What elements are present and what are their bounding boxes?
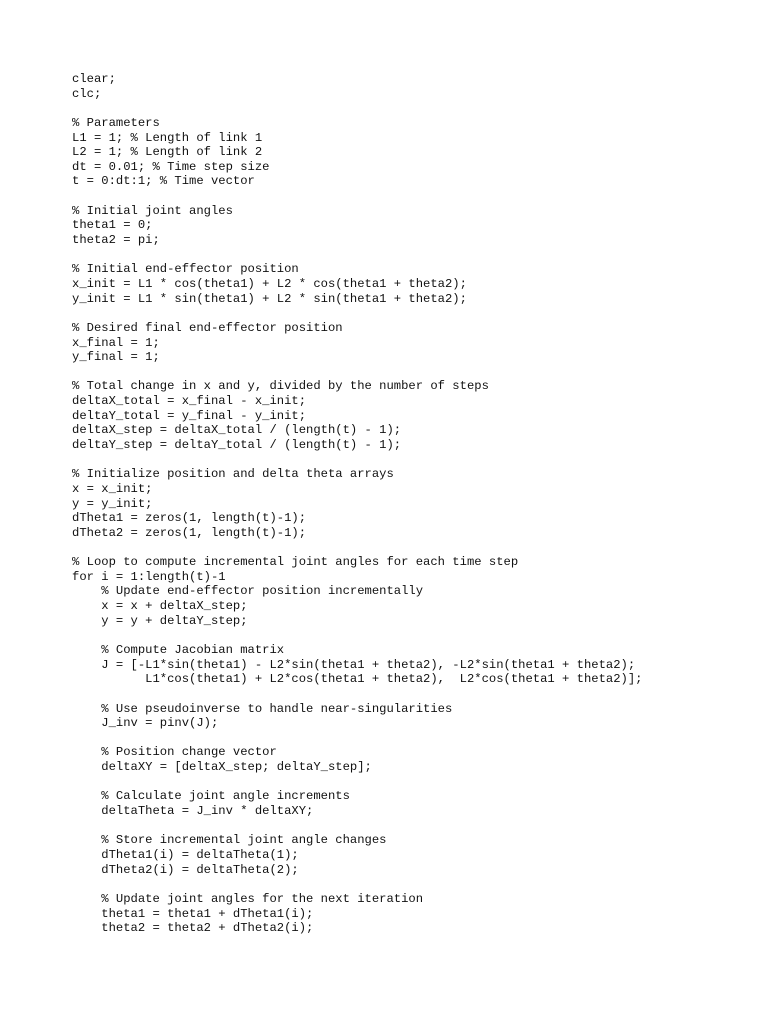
code-line: x = x_init; [72, 481, 153, 496]
code-line: theta2 = theta2 + dTheta2(i); [72, 921, 314, 936]
code-line: dTheta2 = zeros(1, length(t)-1); [72, 525, 307, 540]
blank-line [72, 628, 752, 643]
blank-line [72, 687, 752, 702]
code-line: % Compute Jacobian matrix [72, 642, 285, 657]
code-line: deltaX_total = x_final - x_init; [72, 394, 307, 409]
code-line: % Initial end-effector position [72, 262, 299, 277]
code-line: clc; [72, 86, 102, 101]
code-line: deltaY_step = deltaY_total / (length(t) - 1); [72, 438, 402, 453]
code-line: % Calculate joint angle increments [72, 789, 350, 804]
code-line: x_final = 1; [72, 335, 160, 350]
code-line: for i = 1:length(t)-1 [72, 569, 226, 584]
code-line: % Store incremental joint angle changes [72, 833, 387, 848]
blank-line [72, 819, 752, 834]
code-line: x_init = L1 * cos(theta1) + L2 * cos(theta1 + theta2); [72, 276, 467, 291]
code-line: % Total change in x and y, divided by the number of steps [72, 379, 489, 394]
blank-line [72, 306, 752, 321]
code-line: % Initialize position and delta theta arrays [72, 467, 394, 482]
code-line: t = 0:dt:1; % Time vector [72, 174, 255, 189]
code-line: deltaTheta = J_inv * deltaXY; [72, 804, 314, 819]
code-line: y_init = L1 * sin(theta1) + L2 * sin(theta1 + theta2); [72, 291, 467, 306]
blank-line [72, 453, 752, 468]
code-line: % Update joint angles for the next iteration [72, 891, 424, 906]
code-line: J_inv = pinv(J); [72, 716, 219, 731]
blank-line [72, 731, 752, 746]
code-line: deltaXY = [deltaX_step; deltaY_step]; [72, 760, 372, 775]
code-line: L1*cos(theta1) + L2*cos(theta1 + theta2), L2*cos(theta1 + theta2)]; [72, 672, 643, 687]
blank-line [72, 248, 752, 263]
code-line: % Use pseudoinverse to handle near-singularities [72, 701, 453, 716]
blank-line [72, 365, 752, 380]
code-line: % Position change vector [72, 745, 277, 760]
code-line: J = [-L1*sin(theta1) - L2*sin(theta1 + theta2), -L2*sin(theta1 + theta2); [72, 657, 636, 672]
code-line: deltaY_total = y_final - y_init; [72, 408, 307, 423]
code-line: % Initial joint angles [72, 203, 233, 218]
code-line: theta1 = theta1 + dTheta1(i); [72, 906, 314, 921]
code-line: % Desired final end-effector position [72, 320, 343, 335]
code-line: dTheta1 = zeros(1, length(t)-1); [72, 511, 307, 526]
code-line: deltaX_step = deltaX_total / (length(t) - 1); [72, 423, 402, 438]
code-line: dTheta1(i) = deltaTheta(1); [72, 847, 299, 862]
code-line: % Parameters [72, 115, 160, 130]
code-line: L1 = 1; % Length of link 1 [72, 130, 263, 145]
blank-line [72, 101, 752, 116]
blank-line [72, 775, 752, 790]
blank-line [72, 877, 752, 892]
blank-line [72, 541, 752, 556]
code-line: theta2 = pi; [72, 233, 160, 248]
blank-line [72, 189, 752, 204]
code-line: L2 = 1; % Length of link 2 [72, 145, 263, 160]
code-line: clear; [72, 72, 116, 86]
code-line: dt = 0.01; % Time step size [72, 159, 270, 174]
code-line: y = y + deltaY_step; [72, 613, 248, 628]
matlab-code-listing [72, 72, 752, 936]
code-line: % Loop to compute incremental joint angles for each time step [72, 555, 519, 570]
code-line: y_final = 1; [72, 350, 160, 365]
code-line: x = x + deltaX_step; [72, 599, 248, 614]
code-line: y = y_init; [72, 496, 153, 511]
code-line: dTheta2(i) = deltaTheta(2); [72, 862, 299, 877]
code-line: theta1 = 0; [72, 218, 153, 233]
code-line: % Update end-effector position incrementally [72, 584, 424, 599]
